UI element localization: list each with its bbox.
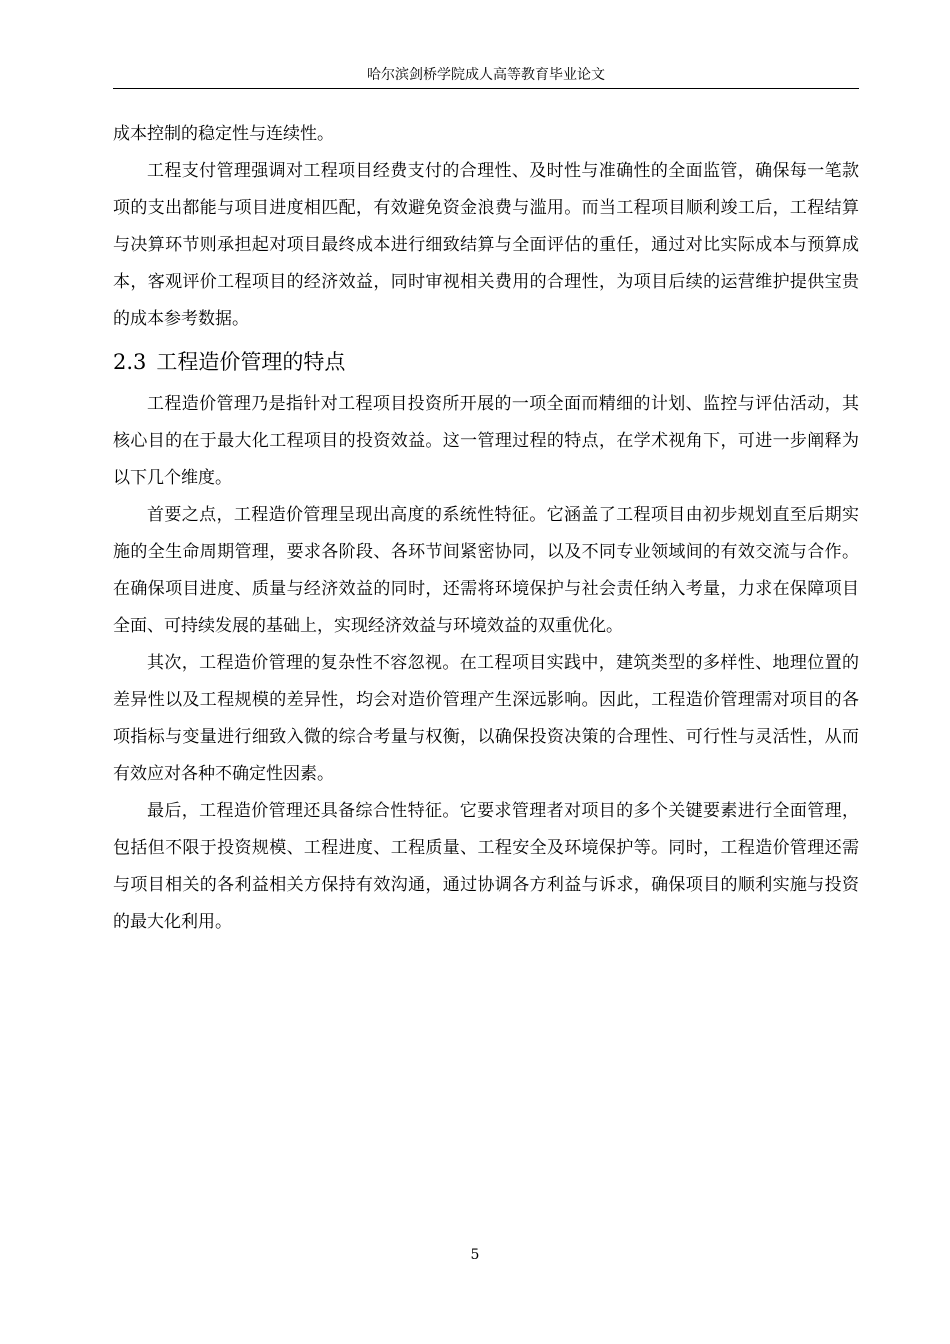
section-number: 2.3 [113,350,147,374]
paragraph-complexity: 其次，工程造价管理的复杂性不容忽视。在工程项目实践中，建筑类型的多样性、地理位置的差异性以及工程规模的差异性，均会对造价管理产生深远影响。因此，工程造价管理需对项目的各项指标与变量进行细致入微的综合考量与权衡，以确保投资决策的合理性、可行性与灵活性，从而有效应对各种不确定性因素。 [113,653,859,784]
paragraph-systematic: 首要之点，工程造价管理呈现出高度的系统性特征。它涵盖了工程项目由初步规划直至后期实施的全生命周期管理，要求各阶段、各环节间紧密协同，以及不同专业领域间的有效交流与合作。在确保项目进度、质量与经济效益的同时，还需将环境保护与社会责任纳入考量，力求在保障项目全面、可持续发展的基础上，实现经济效益与环境效益的双重优化。 [113,505,859,636]
page-number: 5 [470,1247,480,1263]
header-title: 哈尔滨剑桥学院成人高等教育毕业论文 [367,67,605,83]
section-heading [113,340,859,384]
page-header [113,62,859,89]
paragraph-comprehensive: 最后，工程造价管理还具备综合性特征。它要求管理者对项目的多个关键要素进行全面管理，包括但不限于投资规模、工程进度、工程质量、工程安全及环境保护等。同时，工程造价管理还需与项目相关的各利益相关方保持有效沟通，通过协调各方利益与诉求，确保项目的顺利实施与投资的最大化利用。 [113,801,859,932]
document-body [113,116,859,941]
paragraph-definition: 工程造价管理乃是指针对工程项目投资所开展的一项全面而精细的计划、监控与评估活动，其核心目的在于最大化工程项目的投资效益。这一管理过程的特点，在学术视角下，可进一步阐释为以下几个维度。 [113,394,859,488]
paragraph-continuation: 成本控制的稳定性与连续性。 [113,124,334,144]
section-title: 工程造价管理的特点 [156,350,346,374]
paragraph-payment-management: 工程支付管理强调对工程项目经费支付的合理性、及时性与准确性的全面监管，确保每一笔款项的支出都能与项目进度相匹配，有效避免资金浪费与滥用。而当工程项目顺利竣工后，工程结算与决算环节则承担起对项目最终成本进行细致结算与全面评估的重任，通过对比实际成本与预算成本，客观评价工程项目的经济效益，同时审视相关费用的合理性，为项目后续的运营维护提供宝贵的成本参考数据。 [113,161,859,329]
